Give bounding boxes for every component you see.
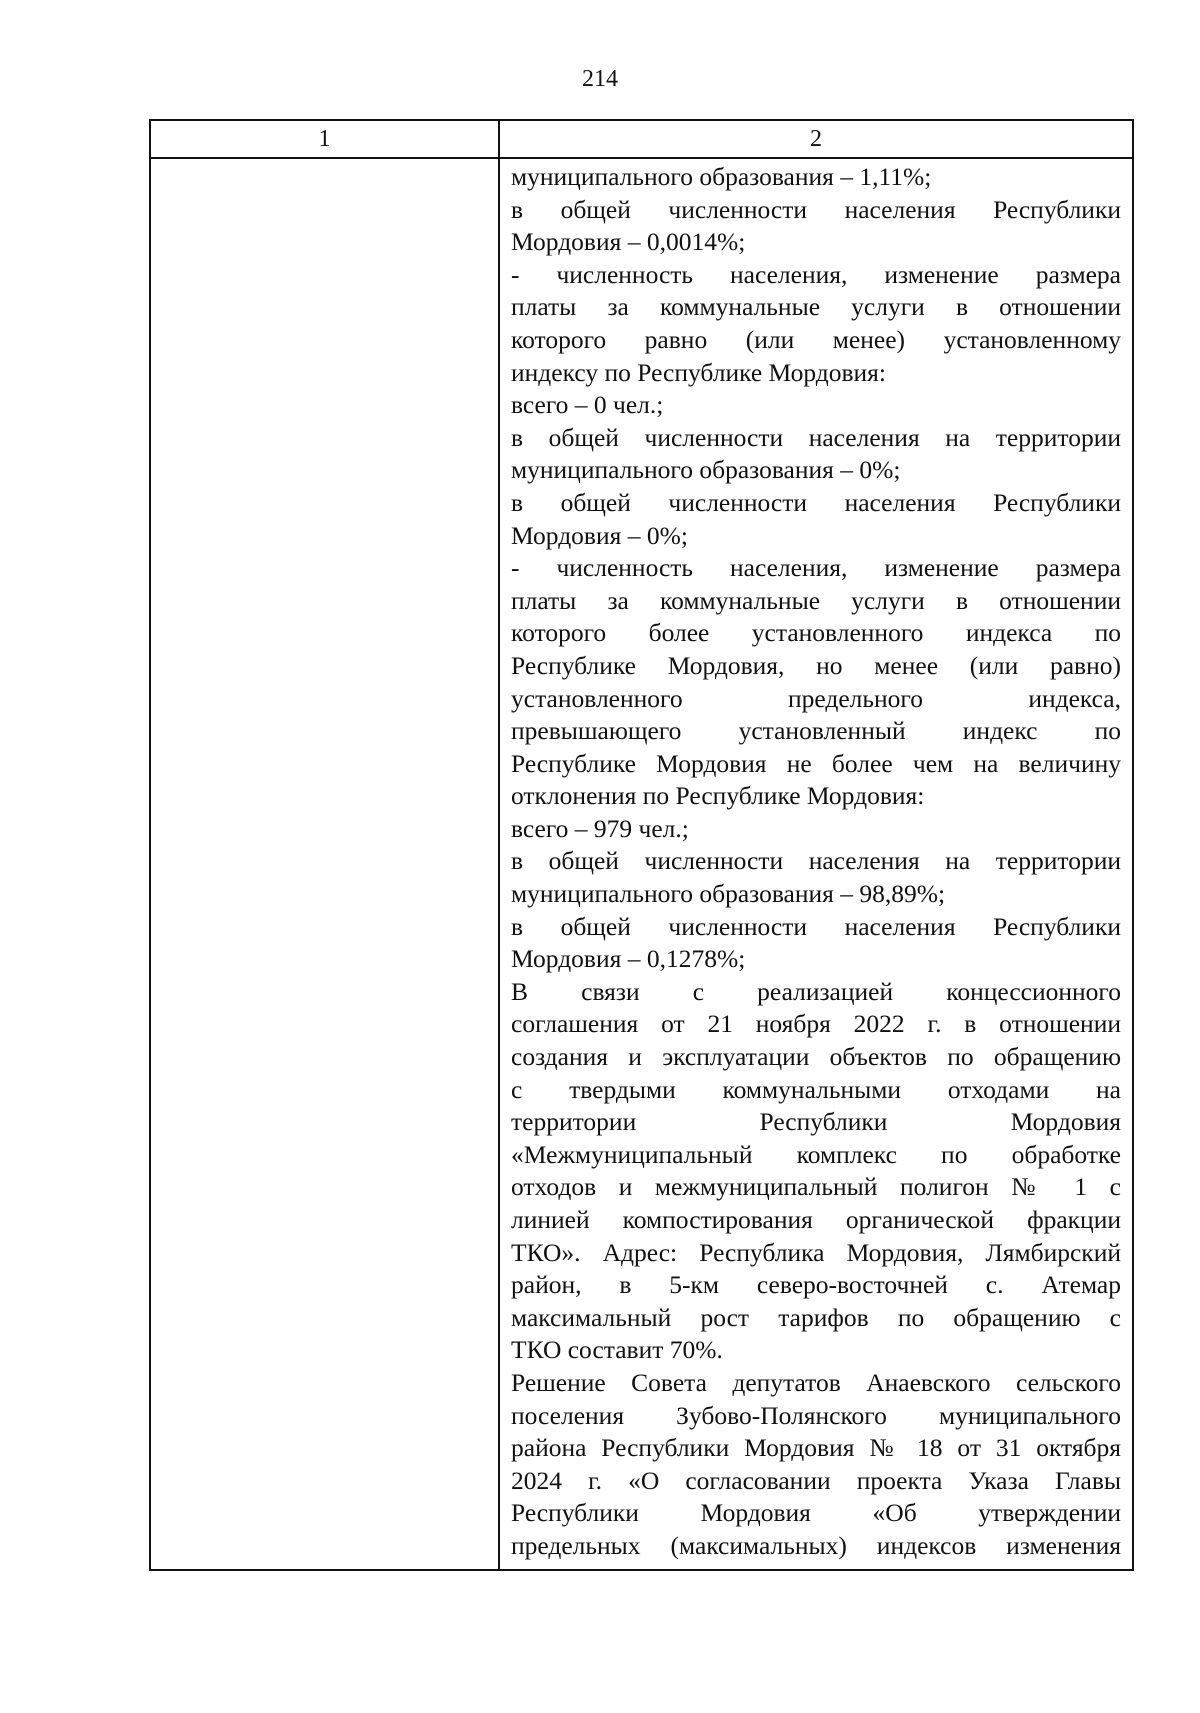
text-line: Мордовия – 0,0014%; [511, 227, 746, 257]
text-line: район, в 5-км северо-восточней с. Атемар [511, 1270, 1121, 1300]
text-line: ТКО». Адрес: Республика Мордовия, Лямбирский [511, 1237, 1121, 1267]
text-line: Решение Совета депутатов Анаевского сельского [511, 1367, 1121, 1397]
page-number: 214 [582, 66, 618, 92]
document-table [149, 119, 1134, 1571]
header-cell-col-1: 1 [318, 126, 331, 152]
text-line: с твердыми коммунальными отходами на [511, 1074, 1121, 1104]
text-line: «Межмуниципальный комплекс по обработке [511, 1139, 1121, 1169]
text-line: ТКО составит 70%. [511, 1335, 723, 1365]
text-line: поселения Зубово-Полянского муниципального [511, 1400, 1121, 1430]
text-line: платы за коммунальные услуги в отношении [511, 585, 1121, 615]
text-line: предельных (максимальных) индексов изменения [511, 1530, 1121, 1560]
text-line: 2024 г. «О согласовании проекта Указа Главы [511, 1465, 1121, 1495]
text-line: в общей численности населения на территории [511, 422, 1121, 452]
text-line: которого равно (или менее) установленному [511, 324, 1121, 354]
text-line: линией компостирования органической фракции [511, 1205, 1121, 1234]
text-line: Мордовия – 0%; [511, 520, 688, 550]
text-line: - численность населения, изменение размера [511, 553, 1121, 583]
text-line: Республике Мордовия, но менее (или равно) [511, 650, 1121, 680]
column-divider [498, 121, 500, 1569]
text-line: максимальный рост тарифов по обращению с [511, 1302, 1121, 1332]
table-header-row [151, 121, 1132, 159]
text-line: отходов и межмуниципальный полигон № 1 с [511, 1172, 1121, 1202]
text-line: муниципального образования – 0%; [511, 455, 901, 485]
text-line: индексу по Республике Мордовия: [511, 357, 886, 387]
text-line: в общей численности населения Республики [511, 911, 1121, 941]
text-line: в общей численности населения Республики [511, 487, 1121, 517]
text-line: в общей численности населения Республики [511, 194, 1121, 224]
text-line: платы за коммунальные услуги в отношении [511, 292, 1121, 322]
text-line: превышающего установленный индекс по [511, 716, 1121, 746]
text-line: Республики Мордовия «Об утверждении [511, 1498, 1121, 1528]
text-line: в общей численности населения на территории [511, 846, 1121, 876]
text-line: создания и эксплуатации объектов по обращению [511, 1042, 1121, 1072]
table-cell-col-2 [511, 161, 1121, 1569]
text-line: соглашения от 21 ноября 2022 г. в отношении [511, 1009, 1121, 1039]
text-line: района Республики Мордовия № 18 от 31 октября [511, 1433, 1121, 1463]
text-line: отклонения по Республике Мордовия: [511, 781, 925, 811]
header-cell-col-2: 2 [810, 126, 822, 152]
text-line: всего – 0 чел.; [511, 390, 664, 420]
text-line: Мордовия – 0,1278%; [511, 944, 746, 974]
text-line: установленного предельного индекса, [511, 683, 1121, 713]
text-line: Республике Мордовия не более чем на величину [511, 748, 1121, 778]
text-line: - численность населения, изменение размера [511, 259, 1121, 289]
text-line: муниципального образования – 1,11%; [511, 162, 932, 191]
text-line: которого более установленного индекса по [511, 618, 1121, 648]
text-line: территории Республики Мордовия [511, 1107, 1121, 1137]
text-line: всего – 979 чел.; [511, 813, 689, 843]
text-line: В связи с реализацией концессионного [511, 976, 1121, 1006]
text-line: муниципального образования – 98,89%; [511, 879, 946, 909]
